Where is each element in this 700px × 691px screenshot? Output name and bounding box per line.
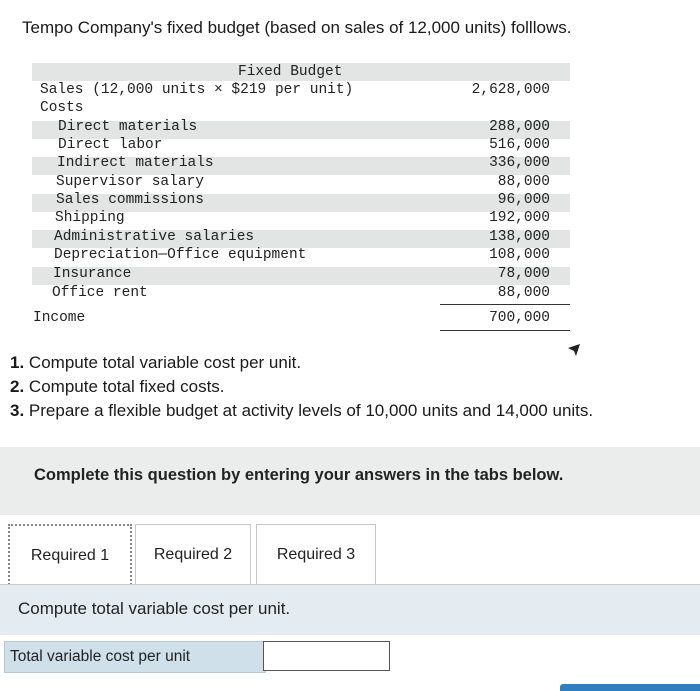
cost-value: 96,000 (497, 192, 550, 208)
tab-required-3[interactable]: Required 3 (256, 524, 376, 586)
cost-label: Depreciation—Office equipment (54, 247, 307, 263)
budget-header: Fixed Budget (238, 64, 343, 80)
mouse-cursor-icon (566, 342, 582, 358)
cost-value: 516,000 (489, 137, 550, 153)
next-button-edge[interactable] (560, 684, 700, 691)
sales-label: Sales (12,000 units × $219 per unit) (40, 82, 354, 98)
problem-title: Tempo Company's fixed budget (based on sales of 12,000 units) folllows. (22, 18, 572, 37)
income-value: 700,000 (489, 310, 550, 326)
cost-label: Direct materials (58, 119, 198, 135)
cost-value: 78,000 (497, 266, 550, 282)
sales-value: 2,628,000 (471, 82, 550, 98)
cost-label: Direct labor (58, 137, 163, 153)
cost-label: Shipping (55, 210, 125, 226)
cost-value: 88,000 (497, 285, 550, 301)
cost-label: Office rent (52, 285, 148, 301)
cost-value: 138,000 (489, 229, 550, 245)
cost-value: 336,000 (489, 155, 550, 171)
total-rule (440, 330, 570, 331)
costs-label: Costs (40, 100, 84, 116)
panel-prompt: Compute total variable cost per unit. (18, 599, 291, 618)
cost-value: 288,000 (489, 119, 550, 135)
instruction-banner (0, 447, 700, 515)
subtotal-rule (440, 304, 570, 305)
cost-value: 88,000 (497, 174, 550, 190)
cost-label: Sales commissions (56, 192, 204, 208)
instruction-text: Complete this question by entering your answers in the tabs below. (34, 466, 564, 484)
cost-value: 108,000 (489, 247, 550, 263)
question-1: 1. Compute total variable cost per unit. (10, 353, 302, 372)
question-2: 2. Compute total fixed costs. (10, 377, 225, 396)
tab-required-2[interactable]: Required 2 (135, 524, 251, 586)
total-variable-cost-input[interactable] (263, 641, 390, 671)
income-label: Income (33, 310, 86, 326)
cost-label: Indirect materials (57, 155, 214, 171)
cost-value: 192,000 (489, 210, 550, 226)
cost-label: Insurance (53, 266, 132, 282)
tab-required-1[interactable]: Required 1 (8, 524, 132, 588)
question-3: 3. Prepare a flexible budget at activity levels of 10,000 units and 14,000 units. (10, 401, 594, 420)
answer-label: Total variable cost per unit (10, 648, 191, 665)
answer-label-cell (4, 641, 266, 673)
cost-label: Administrative salaries (54, 229, 255, 245)
cost-label: Supervisor salary (56, 174, 204, 190)
tab-panel-header (0, 585, 700, 635)
